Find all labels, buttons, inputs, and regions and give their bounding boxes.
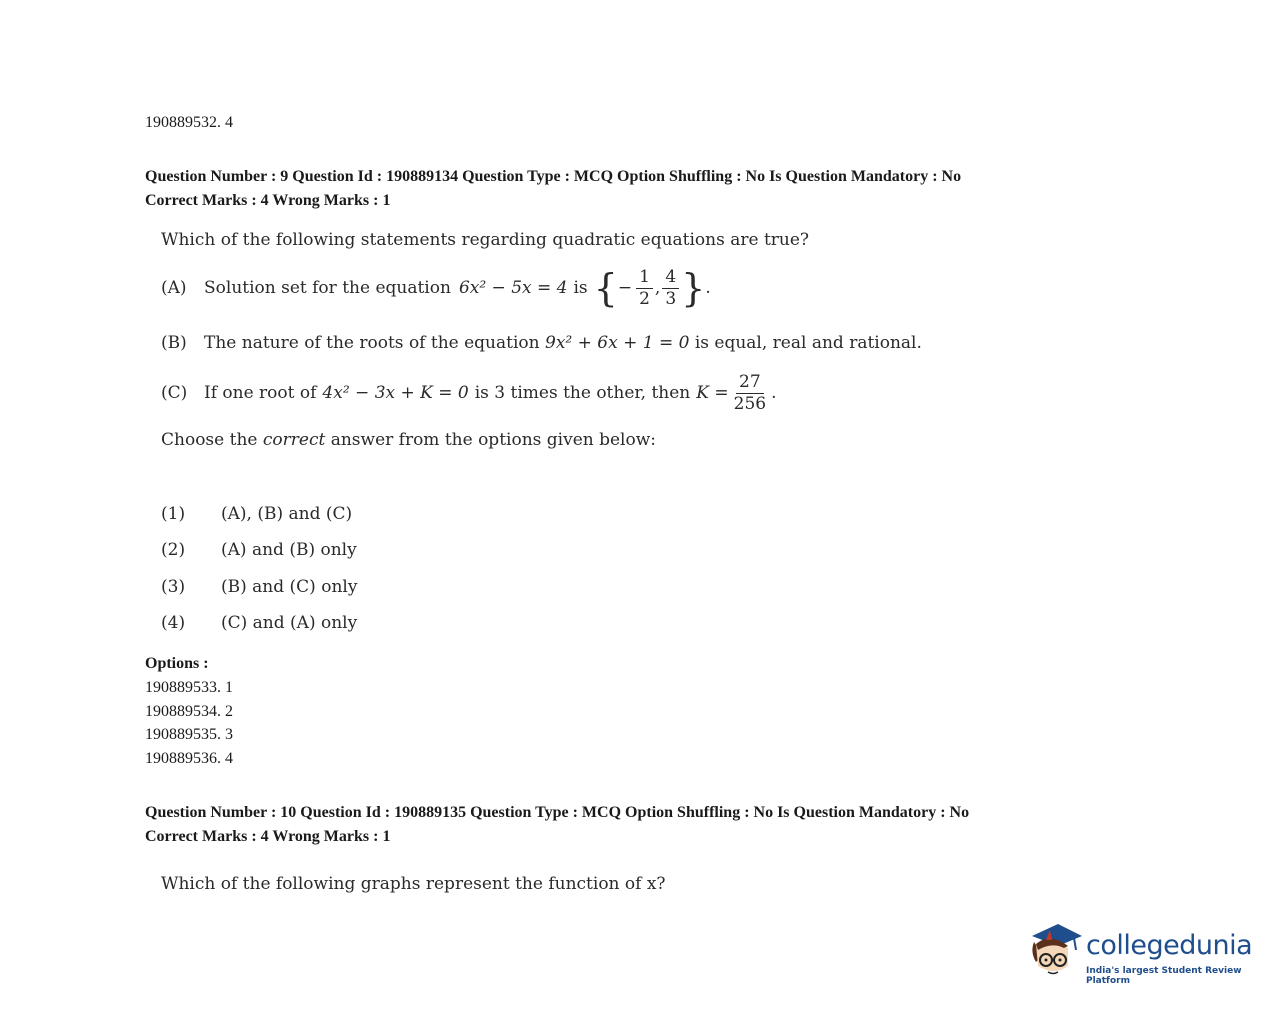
left-brace: {: [593, 266, 618, 310]
logo-tagline: India's largest Student Review Platform: [1086, 966, 1242, 986]
statement-b-text2: is equal, real and rational.: [694, 333, 922, 353]
statement-c-k: K =: [696, 383, 729, 403]
set-fraction-1: $\frac{1}{2}$: [636, 269, 653, 308]
answer-choice-1: (1) (A), (B) and (C): [161, 504, 353, 524]
statement-a: [161, 264, 711, 312]
choose-instruction: Choose the correct answer from the options given below:: [161, 430, 657, 450]
choose-emphasis: correct: [262, 430, 326, 450]
statement-a-is: is: [573, 278, 588, 298]
answer-choice-3: (3) (B) and (C) only: [161, 577, 358, 597]
statement-c-text1: If one root of: [204, 383, 317, 403]
k-fraction: $\frac{27}{256}$: [733, 371, 767, 414]
previous-option-line: 190889532. 4: [145, 114, 233, 131]
answer-choice-4: (4) (C) and (A) only: [161, 613, 358, 633]
option-id-2: 190889534. 2: [145, 703, 233, 720]
option-id-3: 190889535. 3: [145, 726, 233, 743]
q10-prompt: Which of the following graphs represent the function of x?: [161, 874, 666, 894]
statement-b-text1: The nature of the roots of the equation: [204, 333, 540, 353]
statement-c-text2: is 3 times the other, then: [474, 383, 691, 403]
mascot-icon: [1024, 918, 1084, 988]
option-id-4: 190889536. 4: [145, 750, 233, 767]
options-label: Options :: [145, 655, 209, 672]
statement-b-label: (B): [161, 333, 187, 353]
answer-choice-2: (2) (A) and (B) only: [161, 540, 357, 560]
q10-header-line1: Question Number : 10 Question Id : 190889135 Question Type : MCQ Option Shuffling : No Is Question Mandatory : No: [145, 804, 970, 821]
statement-b: [161, 333, 922, 353]
right-brace: }: [681, 266, 706, 310]
statement-c: (C) If one root of 4x² − 3x + K = 0 is 3 times the other, then K = $\frac{27}{256}$ .: [161, 371, 777, 414]
option-id-1: 190889533. 1: [145, 679, 233, 696]
statement-b-equation: 9x² + 6x + 1 = 0: [545, 333, 690, 353]
collegedunia-logo: [1024, 918, 1264, 988]
statement-c-label: (C): [161, 383, 188, 403]
statement-a-equation: 6x² − 5x = 4: [458, 278, 568, 298]
q9-header-line1: Question Number : 9 Question Id : 190889134 Question Type : MCQ Option Shuffling : No Is Question Mandatory : No: [145, 168, 962, 185]
q9-header-line2: Correct Marks : 4 Wrong Marks : 1: [145, 192, 391, 209]
solution-set: { − $\frac{1}{2}$ , $\frac{4}{3}$ } .: [593, 266, 711, 310]
statement-a-text: Solution set for the equation: [204, 278, 451, 298]
q10-header-line2: Correct Marks : 4 Wrong Marks : 1: [145, 828, 391, 845]
set-fraction-2: $\frac{4}{3}$: [662, 269, 679, 308]
statement-a-label: (A): [161, 278, 187, 298]
q9-prompt: Which of the following statements regarding quadratic equations are true?: [161, 230, 810, 250]
logo-wordmark: collegedunia: [1086, 930, 1253, 961]
statement-c-equation: 4x² − 3x + K = 0: [322, 383, 469, 403]
